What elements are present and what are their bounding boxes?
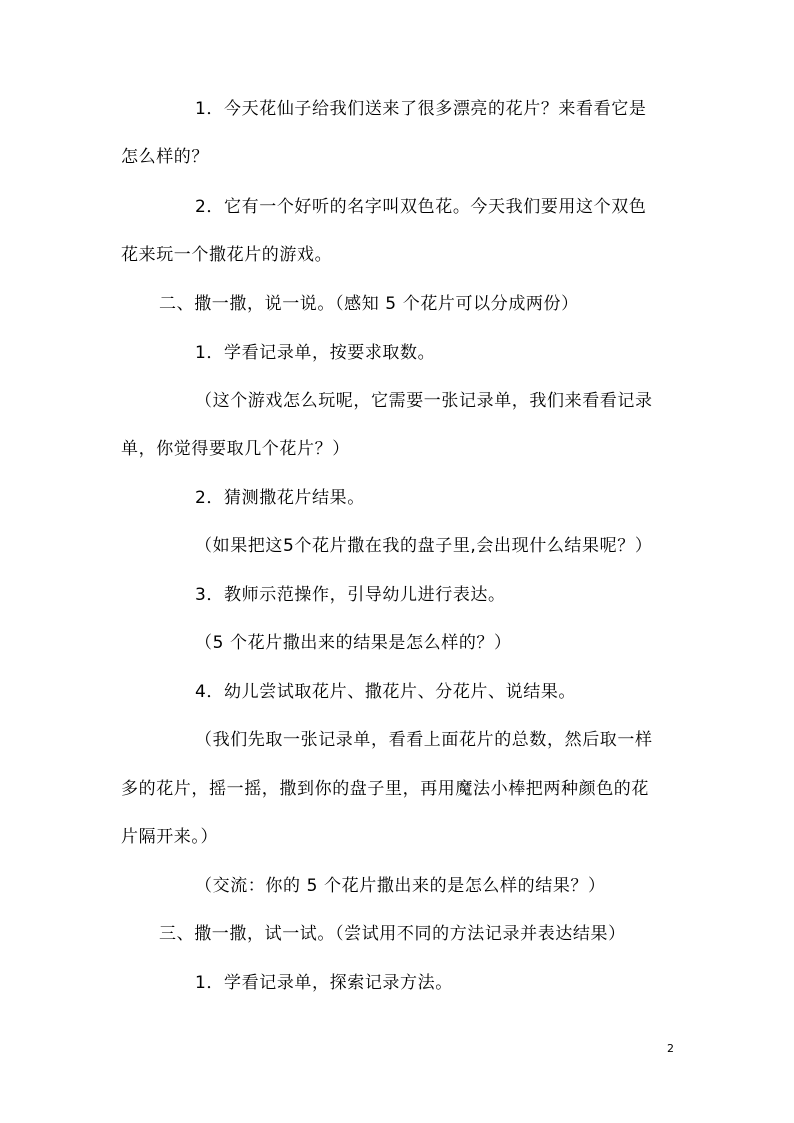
section-heading: 二、撒一撒，说一说。（感知 5 个花片可以分成两份） (159, 294, 579, 314)
text-line: 1．学看记录单，按要求取数。 (195, 343, 436, 363)
text-line: （交流：你的 5 个花片撒出来的是怎么样的结果？） (195, 876, 606, 896)
text-line: （如果把这5个花片撒在我的盘子里,会出现什么结果呢？） (195, 536, 653, 556)
text-line: 2．猜测撒花片结果。 (195, 488, 365, 508)
text-line: 1．今天花仙子给我们送来了很多漂亮的花片？来看看它是 (195, 99, 647, 119)
text-line: （我们先取一张记录单，看看上面花片的总数，然后取一样 (195, 730, 653, 750)
text-line: 4．幼儿尝试取花片、撒花片、分花片、说结果。 (195, 682, 577, 702)
text-line: 怎么样的？ (121, 147, 209, 167)
text-line: 花来玩一个撒花片的游戏。 (121, 245, 333, 265)
text-line: 3．教师示范操作，引导幼儿进行表达。 (195, 585, 506, 605)
section-heading: 三、撒一撒，试一试。（尝试用不同的方法记录并表达结果） (159, 924, 626, 944)
text-line: （这个游戏怎么玩呢，它需要一张记录单，我们来看看记录 (195, 391, 653, 411)
text-line: （5 个花片撒出来的结果是怎么样的？） (195, 633, 512, 653)
page-number: 2 (667, 1042, 674, 1055)
text-line: 多的花片，摇一摇，撒到你的盘子里，再用魔法小棒把两种颜色的花 (121, 779, 649, 799)
text-line: 1．学看记录单，探索记录方法。 (195, 973, 453, 993)
text-line: 2．它有一个好听的名字叫双色花。今天我们要用这个双色 (195, 197, 647, 217)
text-line: 单，你觉得要取几个花片？） (121, 439, 350, 459)
text-line: 片隔开来。） (121, 827, 219, 847)
